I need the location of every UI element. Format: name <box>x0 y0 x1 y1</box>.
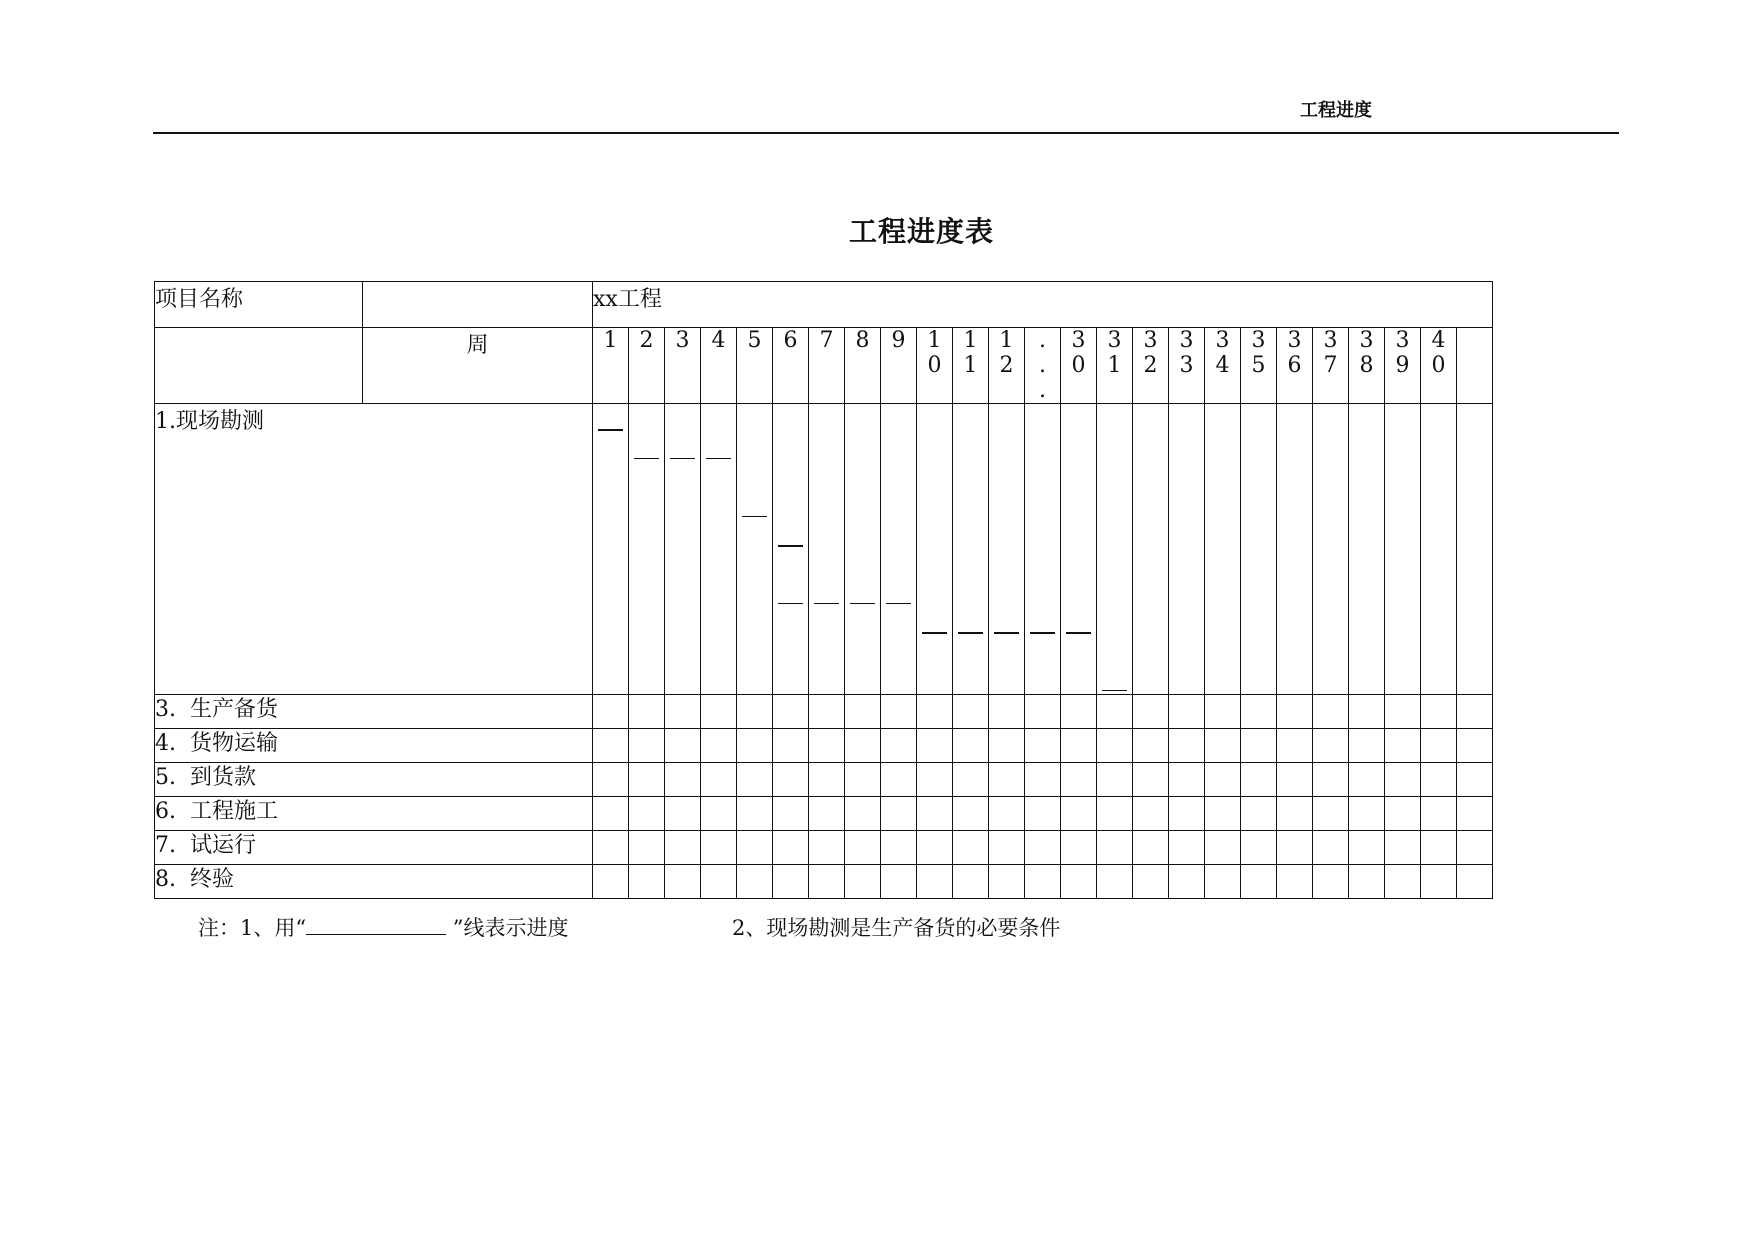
progress-cell <box>1349 797 1385 831</box>
progress-cell <box>1385 404 1421 695</box>
progress-cell <box>737 763 773 797</box>
progress-cell <box>773 695 809 729</box>
progress-cell <box>773 729 809 763</box>
progress-cell <box>1133 404 1169 695</box>
progress-cell <box>1025 404 1061 695</box>
week-number: 3 2 <box>1133 328 1169 404</box>
progress-cell <box>1457 797 1493 831</box>
progress-cell <box>773 831 809 865</box>
progress-cell <box>1169 695 1205 729</box>
progress-cell <box>1061 729 1097 763</box>
progress-cell <box>1061 695 1097 729</box>
week-number: 7 <box>809 328 845 404</box>
progress-cell <box>809 763 845 797</box>
progress-cell <box>1025 865 1061 899</box>
progress-line-sample <box>306 916 446 935</box>
progress-cell <box>1277 729 1313 763</box>
progress-cell <box>1241 763 1277 797</box>
progress-mark <box>634 458 659 459</box>
progress-cell <box>953 797 989 831</box>
week-number: 4 <box>701 328 737 404</box>
progress-cell <box>593 763 629 797</box>
progress-cell <box>809 797 845 831</box>
note-1-prefix: 注：1、用“ <box>198 916 307 940</box>
progress-cell <box>701 797 737 831</box>
progress-cell <box>917 831 953 865</box>
progress-mark <box>850 603 875 604</box>
progress-cell <box>737 865 773 899</box>
progress-cell <box>845 729 881 763</box>
progress-cell <box>701 763 737 797</box>
progress-cell <box>1421 797 1457 831</box>
progress-cell <box>881 865 917 899</box>
week-number: 1 2 <box>989 328 1025 404</box>
progress-cell <box>1025 763 1061 797</box>
progress-cell <box>1169 404 1205 695</box>
progress-cell <box>1277 763 1313 797</box>
progress-cell <box>881 695 917 729</box>
task-row <box>155 695 1493 729</box>
progress-cell <box>1205 763 1241 797</box>
progress-cell <box>1385 865 1421 899</box>
progress-cell <box>1241 831 1277 865</box>
progress-cell <box>1313 729 1349 763</box>
progress-cell <box>1205 404 1241 695</box>
progress-cell <box>701 831 737 865</box>
progress-cell <box>1205 695 1241 729</box>
progress-cell <box>737 729 773 763</box>
progress-cell <box>1097 865 1133 899</box>
week-number: 4 0 <box>1421 328 1457 404</box>
progress-cell <box>1061 404 1097 695</box>
progress-cell <box>1241 729 1277 763</box>
week-number: 3 3 <box>1169 328 1205 404</box>
progress-cell <box>1457 763 1493 797</box>
week-number: 2 <box>629 328 665 404</box>
progress-cell <box>1421 729 1457 763</box>
progress-cell <box>593 729 629 763</box>
progress-cell <box>665 404 701 695</box>
progress-cell <box>1025 797 1061 831</box>
task-label-site-survey: 1.现场勘测 <box>155 404 593 695</box>
progress-cell <box>1349 695 1385 729</box>
progress-cell <box>989 695 1025 729</box>
progress-cell <box>881 404 917 695</box>
week-number: 3 <box>665 328 701 404</box>
progress-cell <box>593 831 629 865</box>
progress-mark <box>670 458 695 459</box>
progress-cell <box>845 763 881 797</box>
progress-cell <box>701 729 737 763</box>
progress-cell <box>881 763 917 797</box>
progress-cell <box>1457 865 1493 899</box>
progress-cell <box>1421 763 1457 797</box>
progress-cell <box>845 404 881 695</box>
progress-cell <box>773 865 809 899</box>
progress-cell <box>1457 404 1493 695</box>
progress-cell <box>881 831 917 865</box>
progress-cell <box>953 763 989 797</box>
progress-cell <box>1421 865 1457 899</box>
progress-cell <box>1097 695 1133 729</box>
project-name-blank <box>363 282 593 328</box>
progress-mark <box>958 632 983 634</box>
progress-cell <box>1385 831 1421 865</box>
document-title: 工程进度表 <box>849 215 995 248</box>
week-number: 1 0 <box>917 328 953 404</box>
progress-cell <box>1025 695 1061 729</box>
progress-cell <box>1097 797 1133 831</box>
schedule-table <box>154 281 1493 899</box>
progress-cell <box>1241 404 1277 695</box>
progress-cell <box>1385 729 1421 763</box>
progress-cell <box>1313 831 1349 865</box>
progress-cell <box>665 865 701 899</box>
header-divider <box>153 132 1619 134</box>
progress-cell <box>1061 865 1097 899</box>
progress-cell <box>665 729 701 763</box>
progress-mark <box>814 603 839 604</box>
week-number: 3 0 <box>1061 328 1097 404</box>
progress-cell <box>1421 695 1457 729</box>
progress-cell <box>1241 797 1277 831</box>
progress-mark <box>994 632 1019 634</box>
progress-cell <box>629 831 665 865</box>
progress-cell <box>1061 831 1097 865</box>
progress-mark <box>1102 690 1127 691</box>
progress-cell <box>989 763 1025 797</box>
progress-cell <box>989 404 1025 695</box>
progress-cell <box>1025 729 1061 763</box>
progress-cell <box>1241 695 1277 729</box>
progress-cell <box>773 763 809 797</box>
progress-mark <box>778 545 803 547</box>
progress-cell <box>1457 831 1493 865</box>
week-number: . . . <box>1025 328 1061 404</box>
header-title: 工程进度 <box>1300 100 1372 121</box>
progress-mark <box>1030 632 1055 634</box>
progress-cell <box>953 865 989 899</box>
week-number: 3 9 <box>1385 328 1421 404</box>
task-row <box>155 865 1493 899</box>
progress-cell <box>593 404 629 695</box>
progress-cell <box>989 865 1025 899</box>
progress-cell <box>1313 865 1349 899</box>
progress-mark <box>706 458 731 459</box>
progress-cell <box>773 404 809 695</box>
project-name-row <box>155 282 1493 328</box>
progress-cell <box>1133 763 1169 797</box>
progress-cell <box>665 831 701 865</box>
progress-cell <box>989 729 1025 763</box>
task-label: 3. 生产备货 <box>155 695 593 729</box>
progress-cell <box>953 695 989 729</box>
progress-cell <box>1277 797 1313 831</box>
progress-mark <box>778 603 803 604</box>
progress-mark <box>922 632 947 634</box>
progress-cell <box>845 865 881 899</box>
progress-cell <box>665 695 701 729</box>
progress-cell <box>773 797 809 831</box>
progress-cell <box>1277 831 1313 865</box>
progress-mark <box>1066 632 1091 634</box>
progress-cell <box>1349 865 1385 899</box>
progress-cell <box>1457 729 1493 763</box>
progress-cell <box>1205 831 1241 865</box>
progress-cell <box>917 695 953 729</box>
week-number <box>1457 328 1493 404</box>
progress-cell <box>1133 831 1169 865</box>
project-name-label: 项目名称 <box>155 282 363 328</box>
week-number: 5 <box>737 328 773 404</box>
week-number: 1 <box>593 328 629 404</box>
progress-cell <box>1205 797 1241 831</box>
progress-cell <box>629 797 665 831</box>
progress-cell <box>809 831 845 865</box>
project-name-value: xx工程 <box>593 282 1493 328</box>
week-header-row <box>155 328 1493 404</box>
progress-cell <box>809 404 845 695</box>
progress-cell <box>1349 729 1385 763</box>
progress-cell <box>1097 831 1133 865</box>
progress-cell <box>881 797 917 831</box>
week-number: 9 <box>881 328 917 404</box>
progress-cell <box>1061 797 1097 831</box>
task-label: 5. 到货款 <box>155 763 593 797</box>
progress-cell <box>1025 831 1061 865</box>
week-number: 1 1 <box>953 328 989 404</box>
progress-cell <box>1385 695 1421 729</box>
progress-cell <box>917 763 953 797</box>
progress-cell <box>1061 763 1097 797</box>
progress-cell <box>989 797 1025 831</box>
progress-cell <box>1241 865 1277 899</box>
progress-cell <box>737 831 773 865</box>
week-number: 3 4 <box>1205 328 1241 404</box>
progress-cell <box>629 729 665 763</box>
task-label: 4. 货物运输 <box>155 729 593 763</box>
progress-cell <box>701 404 737 695</box>
progress-cell <box>1349 831 1385 865</box>
progress-cell <box>1457 695 1493 729</box>
task-label: 7. 试运行 <box>155 831 593 865</box>
progress-cell <box>629 695 665 729</box>
progress-cell <box>1169 865 1205 899</box>
progress-cell <box>1169 797 1205 831</box>
progress-cell <box>809 695 845 729</box>
progress-cell <box>1169 763 1205 797</box>
progress-cell <box>1169 831 1205 865</box>
progress-cell <box>1349 763 1385 797</box>
task-row <box>155 831 1493 865</box>
progress-cell <box>845 797 881 831</box>
progress-cell <box>1097 729 1133 763</box>
progress-cell <box>1421 404 1457 695</box>
progress-cell <box>1133 865 1169 899</box>
progress-cell <box>1385 797 1421 831</box>
progress-cell <box>989 831 1025 865</box>
progress-cell <box>593 695 629 729</box>
progress-mark <box>742 516 767 517</box>
progress-cell <box>629 404 665 695</box>
week-row-blank <box>155 328 363 404</box>
progress-cell <box>953 831 989 865</box>
progress-cell <box>953 729 989 763</box>
week-number: 3 8 <box>1349 328 1385 404</box>
progress-cell <box>1133 695 1169 729</box>
progress-cell <box>881 729 917 763</box>
progress-cell <box>1277 404 1313 695</box>
task-row <box>155 404 1493 695</box>
progress-cell <box>917 404 953 695</box>
progress-cell <box>701 865 737 899</box>
progress-cell <box>1277 865 1313 899</box>
progress-cell <box>1313 404 1349 695</box>
progress-cell <box>1313 797 1349 831</box>
progress-cell <box>845 695 881 729</box>
progress-cell <box>629 763 665 797</box>
week-number: 8 <box>845 328 881 404</box>
week-number: 3 7 <box>1313 328 1349 404</box>
progress-cell <box>953 404 989 695</box>
progress-cell <box>809 865 845 899</box>
progress-cell <box>1349 404 1385 695</box>
task-row <box>155 763 1493 797</box>
progress-mark <box>598 429 623 431</box>
progress-cell <box>1133 797 1169 831</box>
task-row <box>155 729 1493 763</box>
progress-cell <box>1205 729 1241 763</box>
task-row <box>155 797 1493 831</box>
progress-cell <box>737 404 773 695</box>
progress-cell <box>737 797 773 831</box>
week-number: 3 5 <box>1241 328 1277 404</box>
progress-cell <box>1097 404 1133 695</box>
progress-cell <box>665 797 701 831</box>
progress-mark <box>886 603 911 604</box>
progress-cell <box>1097 763 1133 797</box>
progress-cell <box>845 831 881 865</box>
progress-cell <box>917 797 953 831</box>
progress-cell <box>809 729 845 763</box>
progress-cell <box>1169 729 1205 763</box>
week-number: 3 6 <box>1277 328 1313 404</box>
progress-cell <box>917 865 953 899</box>
week-number: 3 1 <box>1097 328 1133 404</box>
progress-cell <box>917 729 953 763</box>
progress-cell <box>701 695 737 729</box>
progress-cell <box>1421 831 1457 865</box>
progress-cell <box>1277 695 1313 729</box>
progress-cell <box>1313 695 1349 729</box>
week-label: 周 <box>363 328 593 404</box>
note-prerequisite: 2、现场勘测是生产备货的必要条件 <box>732 916 1061 940</box>
progress-cell <box>1385 763 1421 797</box>
task-label: 8. 终验 <box>155 865 593 899</box>
progress-cell <box>1133 729 1169 763</box>
task-label: 6. 工程施工 <box>155 797 593 831</box>
progress-cell <box>1313 763 1349 797</box>
progress-cell <box>665 763 701 797</box>
progress-cell <box>629 865 665 899</box>
progress-cell <box>737 695 773 729</box>
progress-cell <box>593 865 629 899</box>
progress-cell <box>593 797 629 831</box>
note-progress-line <box>198 912 569 942</box>
week-number: 6 <box>773 328 809 404</box>
note-1-suffix: ”线表示进度 <box>446 916 569 940</box>
progress-cell <box>1205 865 1241 899</box>
